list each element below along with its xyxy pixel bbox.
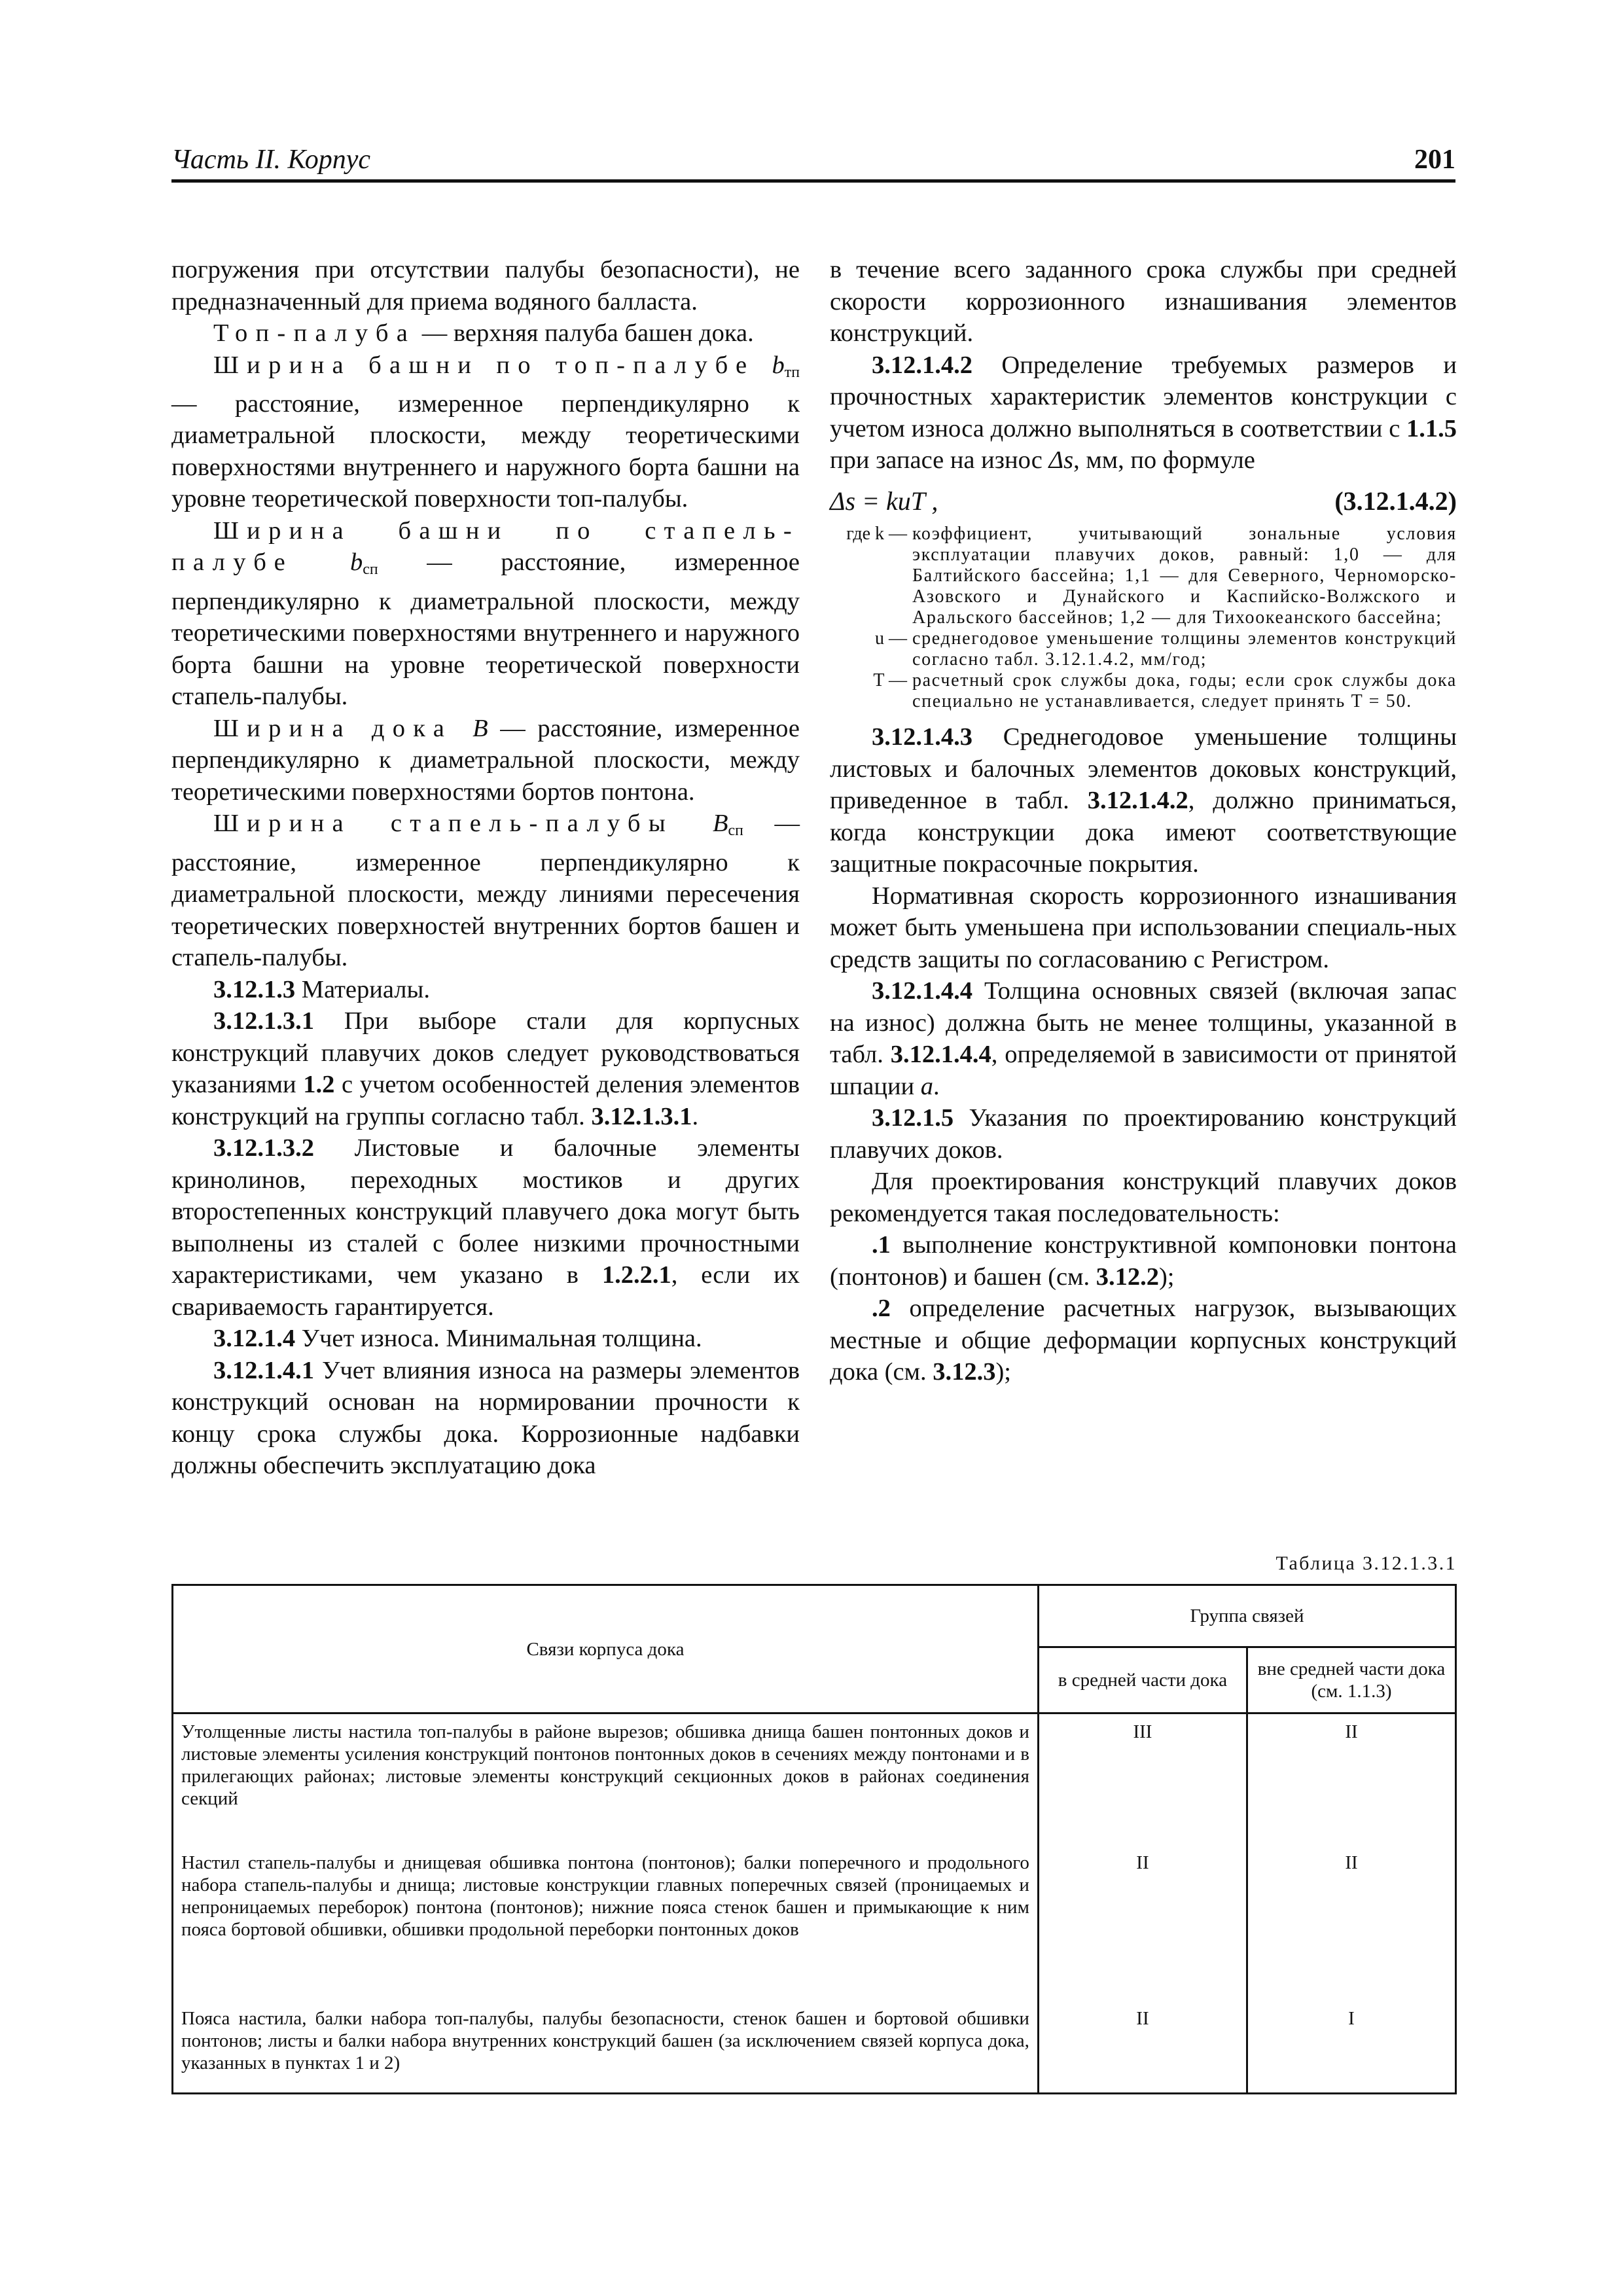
table-cell-description: Пояса настила, балки набора топ-палубы, палубы безопасности, стенок башен и бортовой обшивки понтонов; листы и балки набора внутренних конструкций башен (за исключением связей корпуса дока, указанных в пунктах 1 и 2) <box>173 2001 1039 2094</box>
paragraph: 3.12.1.4.4 Толщина основных связей (включая запас на износ) должна быть не менее толщины, указанной в табл. 3.12.1.4.4, определяемой в зависимости от принятой шпации a. <box>830 977 1457 1100</box>
table-cell-outside: II <box>1247 1845 1455 2001</box>
right-column <box>830 254 1457 1388</box>
page-number: 201 <box>1414 145 1455 175</box>
formula-legend <box>830 524 1457 712</box>
column-header-group: Группа связей <box>1038 1585 1455 1647</box>
connections-table <box>171 1584 1457 2094</box>
formula <box>830 486 1457 518</box>
table-cell-outside: II <box>1247 1713 1455 1846</box>
formula-number: (3.12.1.4.2) <box>1334 486 1457 516</box>
table-row <box>173 1713 1456 1846</box>
column-header-middle: в средней части дока <box>1038 1647 1247 1713</box>
table-row <box>173 1845 1456 2001</box>
section-heading: 3.12.1.3 Материалы. <box>213 975 430 1003</box>
paragraph: 3.12.1.4.2 Определение требуемых размеров и прочностных характеристик элементов конструкции с учетом износа должно выполняться в соответствии с 1.1.5 при запасе на износ Δs, мм, по формуле <box>830 351 1457 474</box>
paragraph: Топ-палуба — верхняя палуба башен дока. <box>213 319 754 347</box>
paragraph: Ширина башни по стапель-палубе $b_{сп}$ — расстояние, измеренное перпендикулярно к диаметральной плоскости, между теоретическими поверхностями внутреннего и наружного борта башни на уровне теоретической поверхности стапель-палубы. <box>171 516 800 711</box>
table-cell-description: Настил стапель-палубы и днищевая обшивка понтона (понтонов); балки поперечного и продольного набора стапель-палубы и днища; листовые конструкции главных поперечных связей (проницаемых и непроницаемых переборок) понтона (понтонов); нижние пояса стенок башен и примыкающие к ним пояса бортовой обшивки, обшивки продольной переборки понтонных доков <box>173 1845 1039 2001</box>
page-header <box>171 139 1455 183</box>
running-title: Часть II. Корпус <box>171 145 371 175</box>
table-row <box>173 2001 1456 2094</box>
paragraph: 3.12.1.3.1 При выборе стали для корпусных конструкций плавучих доков следует руководствоваться указаниями 1.2 с учетом особенностей деления элементов конструкций на группы согласно табл. 3.12.1.3.1. <box>171 1007 800 1130</box>
table-cell-middle: II <box>1038 1845 1247 2001</box>
table-cell-outside: I <box>1247 2001 1455 2094</box>
paragraph: Для проектирования конструкций плавучих доков рекомендуется такая последовательность: <box>830 1168 1457 1227</box>
list-item: .2 определение расчетных нагрузок, вызывающих местные и общие деформации корпусных конструкций дока (см. 3.12.3); <box>830 1295 1457 1386</box>
paragraph: Ширина дока B — расстояние, измеренное перпендикулярно к диаметральной плоскости, между теоретическими поверхностями бортов понтона. <box>171 714 800 806</box>
paragraph: погружения при отсутствии палубы безопасности), не предназначенный для приема водяного балласта. <box>171 256 800 315</box>
legend-item: где k — коэффициент, учитывающий зональные условия эксплуатации плавучих доков, равный: 1,0 — для Балтийского бассейна; 1,1 — для Северного, Черноморско-Азовского и Дунайского и Каспийско-Волжского и Аральского бассейнов; 1,2 — для Тихоокеанского бассейна; <box>846 524 1457 628</box>
legend-item: u — среднегодовое уменьшение толщины элементов конструкций согласно табл. 3.12.1.4.2, мм/год; <box>875 628 1457 670</box>
legend-item: T — расчетный срок службы дока, годы; если срок службы дока специально не устанавливается, следует принять T = 50. <box>873 670 1457 711</box>
column-header-connections: Связи корпуса дока <box>173 1585 1039 1713</box>
paragraph: в течение всего заданного срока службы при средней скорости коррозионного изнашивания элементов конструкций. <box>830 256 1457 347</box>
paragraph: Нормативная скорость коррозионного изнашивания может быть уменьшена при использовании специаль-ных средств защиты по согласованию с Регистром. <box>830 882 1457 973</box>
section-heading: 3.12.1.4 Учет износа. Минимальная толщина. <box>213 1325 702 1353</box>
left-column <box>171 254 800 1482</box>
list-item: .1 выполнение конструктивной компоновки понтона (понтонов) и башен (см. 3.12.2); <box>830 1231 1457 1291</box>
paragraph: 3.12.1.3.2 Листовые и балочные элементы кринолинов, переходных мостиков и других второстепенных конструкций плавучего дока могут быть выполнены из сталей с более низкими прочностными характеристиками, чем указано в 1.2.2.1, если их свариваемость гарантируется. <box>171 1134 800 1321</box>
table-cell-description: Утолщенные листы настила топ-палубы в районе вырезов; обшивка днища башен понтонных доков и листовые элементы усиления конструкций понтонов понтонных доков в сечениях между понтонами и в прилегающих районах; листовые элементы конструкций секционных доков в районах соединения секций <box>173 1713 1039 1846</box>
paragraph: Ширина стапель-палубы $B_{сп}$ — расстояние, измеренное перпендикулярно к диаметральной плоскости, между линиями пересечения теоретических поверхностей внутренних бортов башен и стапель-палубы. <box>171 810 800 972</box>
paragraph: 3.12.1.4.1 Учет влияния износа на размеры элементов конструкций основан на нормировании прочности к концу срока службы дока. Коррозионные надбавки должны обеспечить эксплуатацию дока <box>171 1356 800 1480</box>
paragraph: 3.12.1.4.3 Среднегодовое уменьшение толщины листовых и балочных элементов доковых конструкций, приведенное в табл. 3.12.1.4.2, должно приниматься, когда конструкции дока имеют соответствующие защитные покрасочные покрытия. <box>830 723 1457 878</box>
table-caption: Таблица 3.12.1.3.1 <box>1275 1552 1457 1574</box>
paragraph: Ширина башни по топ-палубе $b_{тп}$ — расстояние, измеренное перпендикулярно к диаметральной плоскости, между теоретическими поверхностями внутреннего и наружного борта башни на уровне теоретической поверхности топ-палубы. <box>171 351 800 513</box>
formula-expression: Δs = kuT , <box>830 486 938 516</box>
column-header-outside: вне средней части дока (см. 1.1.3) <box>1247 1647 1455 1713</box>
section-heading: 3.12.1.5 Указания по проектированию конструкций плавучих доков. <box>830 1104 1457 1164</box>
table-cell-middle: III <box>1038 1713 1247 1846</box>
table-cell-middle: II <box>1038 2001 1247 2094</box>
